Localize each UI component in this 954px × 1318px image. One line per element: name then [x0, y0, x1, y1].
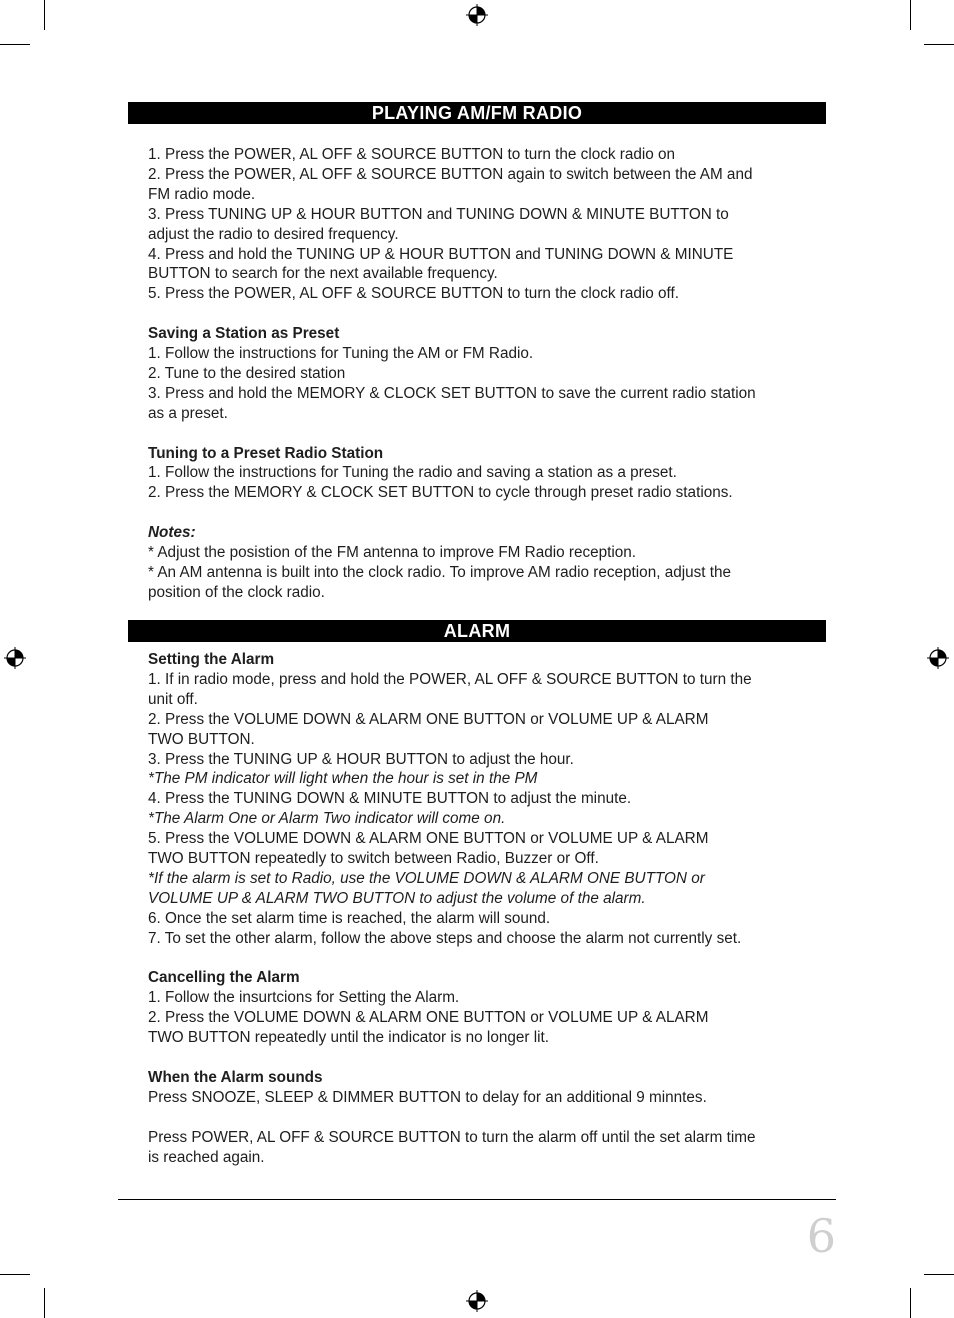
snooze-line: Press SNOOZE, SLEEP & DIMMER BUTTON to delay for an additional 9 minntes. [148, 1088, 707, 1106]
crop-mark [924, 44, 954, 45]
radio-volume-note: VOLUME UP & ALARM TWO BUTTON to adjust the volume of the alarm. [148, 889, 646, 907]
pm-indicator-note: *The PM indicator will light when the hour is set in the PM [148, 770, 538, 788]
preset-step-line: as a preset. [148, 404, 228, 422]
tuning-step-line: 2. Press the MEMORY & CLOCK SET BUTTON to cycle through preset radio stations. [148, 484, 733, 502]
radio-section-body [148, 145, 812, 603]
alarm-step-line: 7. To set the other alarm, follow the above steps and choose the alarm not currently set. [148, 929, 742, 947]
radio-step-line: 5. Press the POWER, AL OFF & SOURCE BUTTON to turn the clock radio off. [148, 285, 680, 303]
preset-step-line: 3. Press and hold the MEMORY & CLOCK SET BUTTON to save the current radio station [148, 384, 756, 402]
radio-volume-note: *If the alarm is set to Radio, use the VOLUME DOWN & ALARM ONE BUTTON or [148, 869, 705, 887]
alarm-step-line: 2. Press the VOLUME DOWN & ALARM ONE BUTTON or VOLUME UP & ALARM [148, 710, 709, 728]
preset-step-line: 1. Follow the instructions for Tuning the AM or FM Radio. [148, 345, 534, 363]
note-line: * Adjust the posistion of the FM antenna to improve FM Radio reception. [148, 544, 637, 562]
alarm-section-body [148, 650, 812, 1168]
alarm-step-line: 1. If in radio mode, press and hold the POWER, AL OFF & SOURCE BUTTON to turn the [148, 670, 752, 688]
page-number: 6 [806, 1209, 836, 1263]
alarm-step-line: 3. Press the TUNING UP & HOUR BUTTON to adjust the hour. [148, 750, 574, 768]
crop-mark [0, 1274, 30, 1275]
alarm-step-line: 4. Press the TUNING DOWN & MINUTE BUTTON to adjust the minute. [148, 790, 632, 808]
radio-step-line: 4. Press and hold the TUNING UP & HOUR BUTTON and TUNING DOWN & MINUTE [148, 245, 734, 263]
alarm-step-line: 5. Press the VOLUME DOWN & ALARM ONE BUTTON or VOLUME UP & ALARM [148, 830, 709, 848]
alarm-step-line: 6. Once the set alarm time is reached, the alarm will sound. [148, 909, 551, 927]
radio-step-line: 2. Press the POWER, AL OFF & SOURCE BUTTON again to switch between the AM and [148, 165, 753, 183]
notes-heading: Notes: [148, 524, 196, 542]
alarm-sounds-heading: When the Alarm sounds [148, 1069, 323, 1086]
note-line: * An AM antenna is built into the clock radio. To improve AM radio reception, adjust the [148, 563, 732, 581]
registration-mark-icon [466, 1290, 488, 1312]
footer-rule [118, 1199, 836, 1200]
setting-alarm-heading: Setting the Alarm [148, 651, 275, 668]
crop-mark [0, 44, 30, 45]
radio-step-line: adjust the radio to desired frequency. [148, 225, 399, 243]
crop-mark [44, 1288, 45, 1318]
alarm-off-line: Press POWER, AL OFF & SOURCE BUTTON to turn the alarm off until the set alarm time [148, 1128, 756, 1146]
alarm-off-line: is reached again. [148, 1148, 265, 1166]
radio-step-line: 3. Press TUNING UP & HOUR BUTTON and TUNING DOWN & MINUTE BUTTON to [148, 205, 729, 223]
radio-step-line: FM radio mode. [148, 185, 256, 203]
cancel-step-line: 2. Press the VOLUME DOWN & ALARM ONE BUTTON or VOLUME UP & ALARM [148, 1009, 709, 1027]
crop-mark [910, 1288, 911, 1318]
registration-mark-icon [927, 647, 949, 669]
registration-mark-icon [466, 4, 488, 26]
crop-mark [44, 0, 45, 30]
tuning-step-line: 1. Follow the instructions for Tuning the radio and saving a station as a preset. [148, 464, 677, 482]
radio-step-line: BUTTON to search for the next available frequency. [148, 265, 498, 283]
alarm-step-line: unit off. [148, 690, 198, 708]
section-header-alarm: ALARM [128, 620, 826, 642]
cancel-step-line: TWO BUTTON repeatedly until the indicator is no longer lit. [148, 1029, 549, 1047]
note-line: position of the clock radio. [148, 583, 325, 601]
registration-mark-icon [4, 647, 26, 669]
cancel-alarm-heading: Cancelling the Alarm [148, 969, 300, 987]
cancel-step-line: 1. Follow the insurtcions for Setting the Alarm. [148, 989, 460, 1007]
alarm-step-line: TWO BUTTON repeatedly to switch between Radio, Buzzer or Off. [148, 850, 599, 868]
preset-heading: Saving a Station as Preset [148, 325, 340, 343]
section-header-radio: PLAYING AM/FM RADIO [128, 102, 826, 124]
alarm-step-line: TWO BUTTON. [148, 730, 255, 748]
preset-step-line: 2. Tune to the desired station [148, 364, 346, 382]
alarm-indicator-note: *The Alarm One or Alarm Two indicator will come on. [148, 810, 506, 828]
crop-mark [910, 0, 911, 30]
crop-mark [924, 1274, 954, 1275]
tuning-heading: Tuning to a Preset Radio Station [148, 444, 384, 462]
radio-step-line: 1. Press the POWER, AL OFF & SOURCE BUTTON to turn the clock radio on [148, 146, 676, 163]
